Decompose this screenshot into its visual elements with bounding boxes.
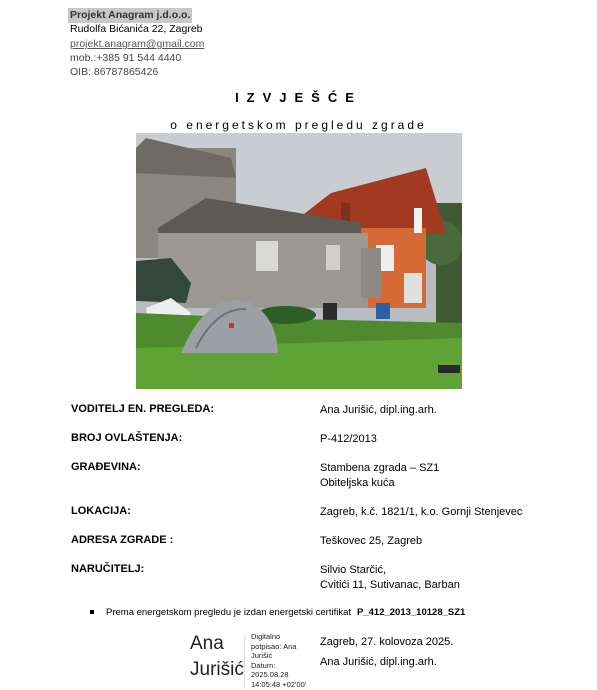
house-photo xyxy=(136,133,462,389)
certificate-note xyxy=(90,607,465,618)
certificate-number: P_412_2013_10128_SZ1 xyxy=(357,607,466,618)
company-mobile: mob.:+385 91 544 4440 xyxy=(70,52,182,64)
sig-meta-line: Digitalno xyxy=(251,632,281,641)
label-building: GRAĐEVINA: xyxy=(71,461,141,473)
value-building-type: Stambena zgrada – SZ1 xyxy=(320,462,440,474)
label-energy-auditor: VODITELJ EN. PREGLEDA: xyxy=(71,403,215,415)
signature-last-name: Jurišić xyxy=(190,659,244,680)
sig-meta-line: Datum: xyxy=(251,660,276,670)
sig-meta-line: potpisao: Ana xyxy=(251,641,297,651)
company-email-link[interactable]: projekt.anagram@gmail.com xyxy=(70,38,205,50)
digital-signature-meta xyxy=(251,632,311,689)
signature-first-name: Ana xyxy=(190,633,224,654)
sig-meta-line: 2025.08.28 xyxy=(251,670,289,679)
company-oib: OIB: 86787865426 xyxy=(70,66,159,78)
value-license-number: P-412/2013 xyxy=(320,433,377,445)
label-license-number: BROJ OVLAŠTENJA: xyxy=(71,432,183,444)
value-location: Zagreb, k.č. 1821/1, k.o. Gornji Stenjevec xyxy=(320,506,523,518)
company-name: Projekt Anagram j.d.o.o. xyxy=(70,9,191,21)
bullet-icon xyxy=(90,610,94,614)
document-subtitle: o energetskom pregledu zgrade xyxy=(170,118,427,132)
sig-meta-line: 14:05:48 +02'00' xyxy=(251,679,307,689)
value-client-address: Cvitići 11, Sutivanac, Barban xyxy=(320,579,460,591)
place-and-date: Zagreb, 27. kolovoza 2025. xyxy=(320,636,454,648)
signer-name: Ana Jurišić, dipl.ing.arh. xyxy=(320,656,437,668)
sig-meta-line: Jurišić xyxy=(251,651,273,660)
label-client: NARUČITELJ: xyxy=(71,563,145,575)
company-address: Rudolfa Bićanića 22, Zagreb xyxy=(70,23,203,35)
value-building-subtype: Obiteljska kuća xyxy=(320,477,395,489)
value-client-name: Silvio Starčić, xyxy=(320,564,387,576)
signature-divider xyxy=(244,636,245,688)
label-building-address: ADRESA ZGRADE : xyxy=(71,534,174,546)
value-energy-auditor: Ana Jurišić, dipl.ing.arh. xyxy=(320,404,437,416)
certificate-note-text: Prema energetskom pregledu je izdan energetski certifikat xyxy=(106,607,352,618)
label-location: LOKACIJA: xyxy=(71,505,131,517)
value-building-address: Teškovec 25, Zagreb xyxy=(320,535,423,547)
document-title: IZVJEŠĆE xyxy=(235,90,362,105)
